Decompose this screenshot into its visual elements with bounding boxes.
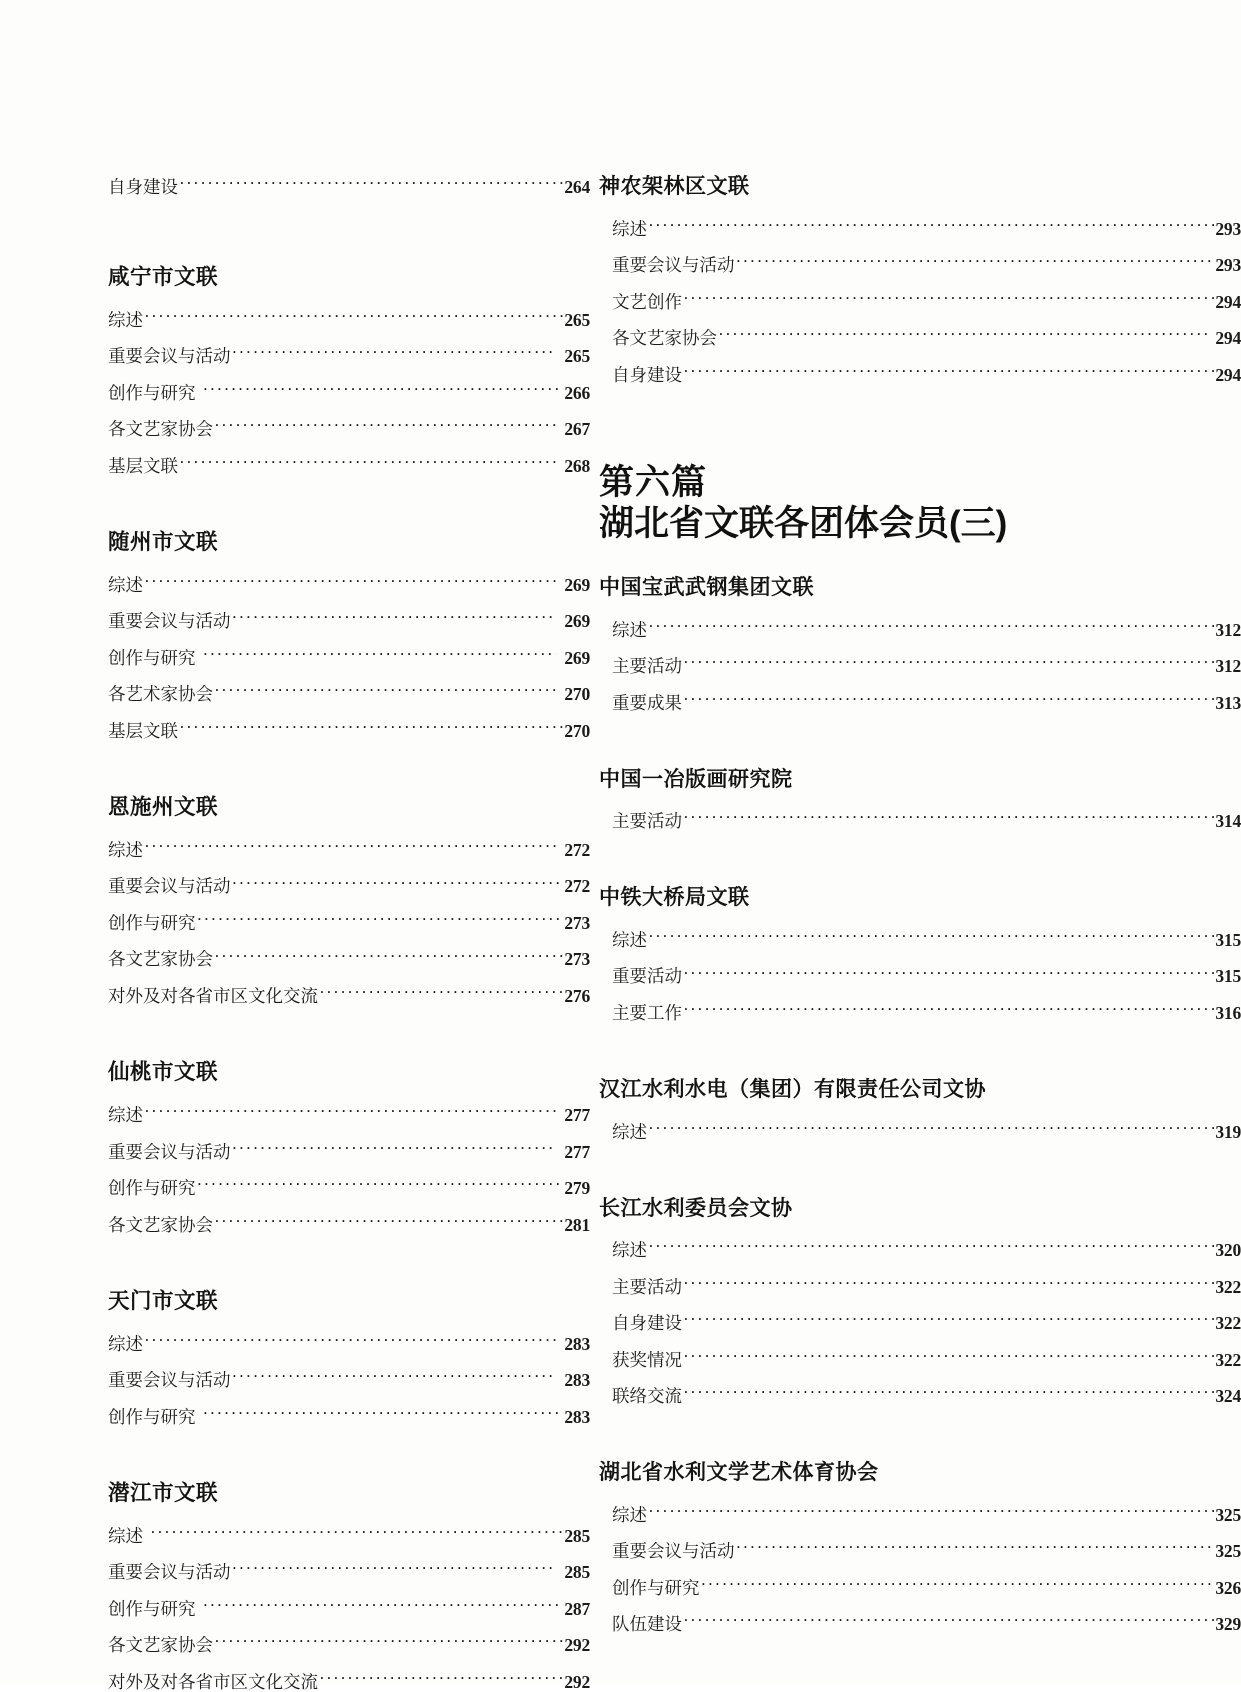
dot-leader (683, 1613, 1214, 1631)
section-spacer (108, 212, 590, 266)
toc-entry[interactable] (599, 290, 1241, 311)
dot-leader (197, 911, 564, 929)
toc-entry-page: 270 (564, 720, 590, 741)
dot-leader (144, 1332, 556, 1350)
toc-entry[interactable] (599, 810, 1241, 831)
toc-entry-page: 292 (564, 1635, 590, 1656)
section-spacer (599, 846, 1241, 886)
dot-leader (144, 838, 556, 856)
dot-leader (736, 254, 1215, 272)
dot-leader (150, 1524, 563, 1542)
toc-entry[interactable] (108, 646, 590, 667)
toc-entry[interactable] (108, 573, 590, 594)
toc-entry[interactable] (599, 1001, 1241, 1022)
dot-leader (203, 1597, 564, 1615)
toc-section-title: 天门市文联 (108, 1288, 219, 1313)
toc-entry-label: 创作与研究 (108, 1178, 196, 1199)
toc-entry-label: 重要活动 (612, 966, 682, 987)
toc-entry[interactable] (108, 418, 590, 439)
dot-leader (214, 948, 563, 966)
dot-leader (648, 1503, 1214, 1521)
toc-entry-label: 各文艺家协会 (108, 1635, 213, 1656)
toc-entry[interactable] (599, 1239, 1241, 1260)
toc-entry-label: 各文艺家协会 (108, 949, 213, 970)
toc-entry-label: 各文艺家协会 (108, 419, 213, 440)
toc-entry-label: 各文艺家协会 (108, 1214, 213, 1235)
dot-leader (144, 1104, 556, 1122)
dot-leader (214, 683, 556, 701)
toc-entry-page: 272 (564, 876, 590, 897)
dot-leader (683, 655, 1214, 673)
toc-entry[interactable] (599, 1348, 1241, 1369)
toc-entry-page: 329 (1215, 1614, 1241, 1635)
toc-entry-page: 314 (1215, 811, 1241, 832)
toc-entry[interactable] (599, 327, 1241, 348)
toc-entry-page: 283 (564, 1370, 590, 1391)
toc-entry-label: 自身建设 (612, 1313, 682, 1334)
toc-entry[interactable] (599, 965, 1241, 986)
toc-entry-page: 293 (1215, 255, 1241, 276)
toc-entry-page: 292 (564, 1671, 590, 1692)
toc-entry[interactable] (108, 875, 590, 896)
toc-entry-label: 创作与研究 (108, 647, 196, 668)
toc-entry[interactable] (599, 363, 1241, 384)
toc-entry[interactable] (599, 1540, 1241, 1561)
toc-entry[interactable] (108, 454, 590, 475)
toc-entry-label: 重要会议与活动 (108, 611, 231, 632)
toc-entry-page: 266 (564, 382, 590, 403)
dot-leader (683, 965, 1214, 983)
toc-entry-page: 283 (564, 1333, 590, 1354)
toc-right-column (590, 0, 1241, 1684)
toc-entry-label: 综述 (108, 309, 143, 330)
toc-left-column (0, 0, 590, 1692)
toc-entry-page: 322 (1215, 1349, 1241, 1370)
toc-entry-label: 文艺创作 (612, 291, 682, 312)
section-spacer (599, 728, 1241, 768)
toc-section-title: 咸宁市文联 (108, 264, 219, 289)
toc-entry-page: 277 (564, 1105, 590, 1126)
toc-entry-label: 综述 (612, 1240, 647, 1261)
dot-leader (232, 875, 564, 893)
toc-entry-page: 277 (564, 1141, 590, 1162)
toc-entry-page: 324 (1215, 1386, 1241, 1407)
toc-entry-label: 重要会议与活动 (612, 255, 735, 276)
toc-entry[interactable] (599, 618, 1241, 639)
toc-entry[interactable] (108, 1369, 590, 1390)
toc-section-title: 仙桃市文联 (108, 1059, 219, 1084)
toc-entry-page: 269 (564, 611, 590, 632)
dot-leader (683, 363, 1214, 381)
dot-leader (179, 175, 563, 193)
toc-entry-label: 获奖情况 (612, 1349, 682, 1370)
toc-entry-label: 重要会议与活动 (108, 1370, 231, 1391)
toc-entry[interactable] (599, 1576, 1241, 1597)
toc-entry-page: 325 (1215, 1504, 1241, 1525)
toc-entry-page: 320 (1215, 1240, 1241, 1261)
dot-leader (144, 308, 563, 326)
toc-entry[interactable] (599, 655, 1241, 676)
toc-entry-label: 主要工作 (612, 1002, 682, 1023)
dot-leader (203, 381, 564, 399)
dot-leader (683, 290, 1214, 308)
toc-entry-page: 325 (1215, 1541, 1241, 1562)
toc-entry-label: 创作与研究 (108, 912, 196, 933)
toc-entry[interactable] (108, 911, 590, 932)
toc-section-shennongjia (599, 175, 1241, 384)
toc-entry-page: 315 (1215, 966, 1241, 987)
toc-entry-label: 各艺术家协会 (108, 684, 213, 705)
toc-section-title: 中国一冶版画研究院 (599, 767, 793, 791)
part-title: 湖北省文联各团体会员(三) (599, 503, 1008, 543)
toc-section-qianjiang (108, 1482, 590, 1692)
section-spacer (599, 1038, 1241, 1078)
dot-leader (683, 1385, 1214, 1403)
toc-section-changjiang (599, 1197, 1241, 1406)
dot-leader (232, 1140, 557, 1158)
toc-entry-page: 322 (1215, 1313, 1241, 1334)
toc-entry-label: 创作与研究 (612, 1577, 700, 1598)
dot-leader (683, 1348, 1214, 1366)
toc-entry[interactable] (108, 308, 590, 329)
toc-entry-page: 264 (564, 176, 590, 197)
toc-section-suizhou (108, 531, 590, 741)
toc-entry-page: 285 (564, 1525, 590, 1546)
toc-entry[interactable] (599, 1503, 1241, 1524)
toc-entry-label: 队伍建设 (612, 1614, 682, 1635)
section-spacer (108, 1442, 590, 1482)
toc-entry[interactable] (108, 345, 590, 366)
dot-leader (683, 1312, 1214, 1330)
toc-entry-label: 自身建设 (108, 176, 178, 197)
section-spacer (599, 400, 1241, 454)
toc-section-tianmen (108, 1290, 590, 1427)
toc-entry[interactable] (108, 1561, 590, 1582)
toc-entry-label: 对外及对各省市区文化交流 (108, 985, 318, 1006)
toc-entry[interactable] (108, 719, 590, 740)
toc-entry[interactable] (108, 1597, 590, 1618)
toc-entry[interactable] (599, 1312, 1241, 1333)
section-spacer (599, 1157, 1241, 1197)
toc-entry[interactable] (108, 1405, 590, 1426)
section-spacer (108, 756, 590, 796)
toc-entry-label: 综述 (108, 1105, 143, 1126)
toc-entry-label: 自身建设 (612, 364, 682, 385)
toc-entry-label: 综述 (108, 839, 143, 860)
section-spacer (108, 491, 590, 531)
toc-entry[interactable] (108, 381, 590, 402)
toc-entry-page: 312 (1215, 656, 1241, 677)
dot-leader (203, 1405, 564, 1423)
toc-section-enshi (108, 796, 590, 1006)
toc-entry-label: 创作与研究 (108, 382, 196, 403)
toc-entry[interactable] (599, 691, 1241, 712)
section-spacer (599, 554, 1241, 576)
toc-entry-page: 276 (564, 985, 590, 1006)
toc-entry-page: 322 (1215, 1276, 1241, 1297)
toc-entry-page: 265 (564, 346, 590, 367)
toc-entry[interactable] (599, 928, 1241, 949)
toc-entry-page: 293 (1215, 218, 1241, 239)
dot-leader (718, 327, 1207, 345)
toc-entry-label: 重要会议与活动 (108, 1141, 231, 1162)
toc-entry-label: 综述 (612, 218, 647, 239)
toc-entry-page: 273 (564, 912, 590, 933)
toc-entry-label: 综述 (108, 574, 143, 595)
toc-entry-page: 270 (564, 684, 590, 705)
toc-entry-label: 各文艺家协会 (612, 328, 717, 349)
toc-entry[interactable] (108, 175, 590, 196)
dot-leader (232, 610, 557, 628)
toc-section-title: 中铁大桥局文联 (599, 886, 750, 910)
dot-leader (179, 719, 563, 737)
dot-leader (144, 573, 556, 591)
toc-entry[interactable] (108, 1213, 590, 1234)
dot-leader (683, 810, 1214, 828)
toc-entry-page: 294 (1215, 364, 1241, 385)
toc-entry[interactable] (108, 984, 590, 1005)
toc-entry-label: 综述 (612, 1121, 647, 1142)
toc-entry-page: 269 (564, 647, 590, 668)
toc-section-shuili (599, 1461, 1241, 1634)
toc-section-title: 随州市文联 (108, 529, 219, 554)
toc-entry-label: 重要会议与活动 (612, 1541, 735, 1562)
toc-section-xiantao (108, 1061, 590, 1234)
toc-entry-page: 285 (564, 1562, 590, 1583)
toc-entry[interactable] (108, 838, 590, 859)
part-number: 第六篇 (599, 462, 708, 502)
toc-entry-label: 基层文联 (108, 720, 178, 741)
dot-leader (232, 1561, 557, 1579)
dot-leader (232, 1369, 557, 1387)
dot-leader (203, 646, 557, 664)
toc-entry-label: 联络交流 (612, 1386, 682, 1407)
toc-entry-page: 268 (564, 455, 590, 476)
toc-entry-label: 创作与研究 (108, 1406, 196, 1427)
toc-entry-label: 创作与研究 (108, 1598, 196, 1619)
dot-leader (197, 1177, 564, 1195)
toc-entry[interactable] (108, 1670, 590, 1691)
toc-entry[interactable] (599, 1385, 1241, 1406)
toc-section-title: 汉江水利水电（集团）有限责任公司文协 (599, 1077, 986, 1101)
toc-entry[interactable] (599, 1120, 1241, 1141)
toc-entry[interactable] (108, 948, 590, 969)
dot-leader (648, 1120, 1214, 1138)
toc-entry-page: 287 (564, 1598, 590, 1619)
toc-entry-page: 281 (564, 1214, 590, 1235)
toc-entry-label: 主要活动 (612, 811, 682, 832)
dot-leader (214, 1634, 563, 1652)
toc-entry-label: 重要会议与活动 (108, 346, 231, 367)
toc-entry-page: 272 (564, 839, 590, 860)
toc-entry[interactable] (108, 1524, 590, 1545)
toc-entry-page: 279 (564, 1178, 590, 1199)
toc-section-xianning (108, 266, 590, 476)
toc-entry-label: 对外及对各省市区文化交流 (108, 1671, 318, 1692)
toc-section-title: 长江水利委员会文协 (599, 1196, 793, 1220)
section-spacer (108, 1021, 590, 1061)
toc-entry-label: 综述 (612, 1504, 647, 1525)
toc-section-title: 潜江市文联 (108, 1480, 219, 1505)
toc-section-baowu (599, 576, 1241, 712)
toc-section-title: 湖北省水利文学艺术体育协会 (599, 1461, 879, 1485)
dot-leader (648, 618, 1214, 636)
toc-entry[interactable] (599, 1275, 1241, 1296)
toc-entry-label: 重要成果 (612, 692, 682, 713)
toc-entry-page: 267 (564, 419, 590, 440)
toc-section-hanjiang (599, 1078, 1241, 1141)
toc-entry-page: 265 (564, 309, 590, 330)
toc-entry-label: 综述 (612, 619, 647, 640)
section-spacer (108, 1250, 590, 1290)
toc-entry-page: 269 (564, 574, 590, 595)
toc-entry-page: 273 (564, 949, 590, 970)
dot-leader (319, 1670, 563, 1688)
toc-entry-page: 316 (1215, 1002, 1241, 1023)
toc-entry-label: 主要活动 (612, 656, 682, 677)
toc-section-daqiaoju (599, 886, 1241, 1022)
toc-entry-label: 综述 (612, 929, 647, 950)
toc-section-title: 神农架林区文联 (599, 175, 750, 198)
dot-leader (648, 928, 1214, 946)
toc-entry[interactable] (108, 1140, 590, 1161)
toc-entry-label: 基层文联 (108, 455, 178, 476)
dot-leader (214, 1213, 563, 1231)
toc-entry[interactable] (599, 1613, 1241, 1634)
dot-leader (683, 691, 1214, 709)
toc-entry-page: 313 (1215, 692, 1241, 713)
dot-leader (683, 1001, 1214, 1019)
toc-entry-page: 294 (1215, 328, 1241, 349)
toc-entry[interactable] (108, 1104, 590, 1125)
dot-leader (319, 984, 563, 1002)
toc-entry-label: 重要会议与活动 (108, 1562, 231, 1583)
toc-entry-page: 326 (1215, 1577, 1241, 1598)
dot-leader (179, 454, 556, 472)
toc-section-yiye (599, 768, 1241, 831)
toc-entry[interactable] (599, 254, 1241, 275)
dot-leader (232, 345, 557, 363)
toc-entry[interactable] (108, 683, 590, 704)
toc-entry-page: 312 (1215, 619, 1241, 640)
toc-entry[interactable] (108, 1634, 590, 1655)
toc-entry-page: 319 (1215, 1121, 1241, 1142)
toc-section-title: 中国宝武武钢集团文联 (599, 576, 814, 600)
toc-entry-label: 综述 (108, 1333, 143, 1354)
part-heading (599, 454, 1241, 545)
toc-entry[interactable] (108, 1332, 590, 1353)
toc-entry-label: 综述 (108, 1525, 143, 1546)
dot-leader (648, 217, 1214, 235)
toc-entry-label: 重要会议与活动 (108, 876, 231, 897)
dot-leader (736, 1540, 1215, 1558)
toc-entry-page: 294 (1215, 291, 1241, 312)
dot-leader (648, 1239, 1214, 1257)
toc-entry[interactable] (599, 217, 1241, 238)
toc-entry-label: 主要活动 (612, 1276, 682, 1297)
toc-section-title: 恩施州文联 (108, 794, 219, 819)
toc-entry-page: 283 (564, 1406, 590, 1427)
section-spacer (599, 1421, 1241, 1461)
toc-entry[interactable] (108, 1177, 590, 1198)
dot-leader (683, 1275, 1214, 1293)
toc-entry[interactable] (108, 610, 590, 631)
toc-entry-page: 315 (1215, 929, 1241, 950)
dot-leader (701, 1576, 1215, 1594)
dot-leader (214, 418, 556, 436)
